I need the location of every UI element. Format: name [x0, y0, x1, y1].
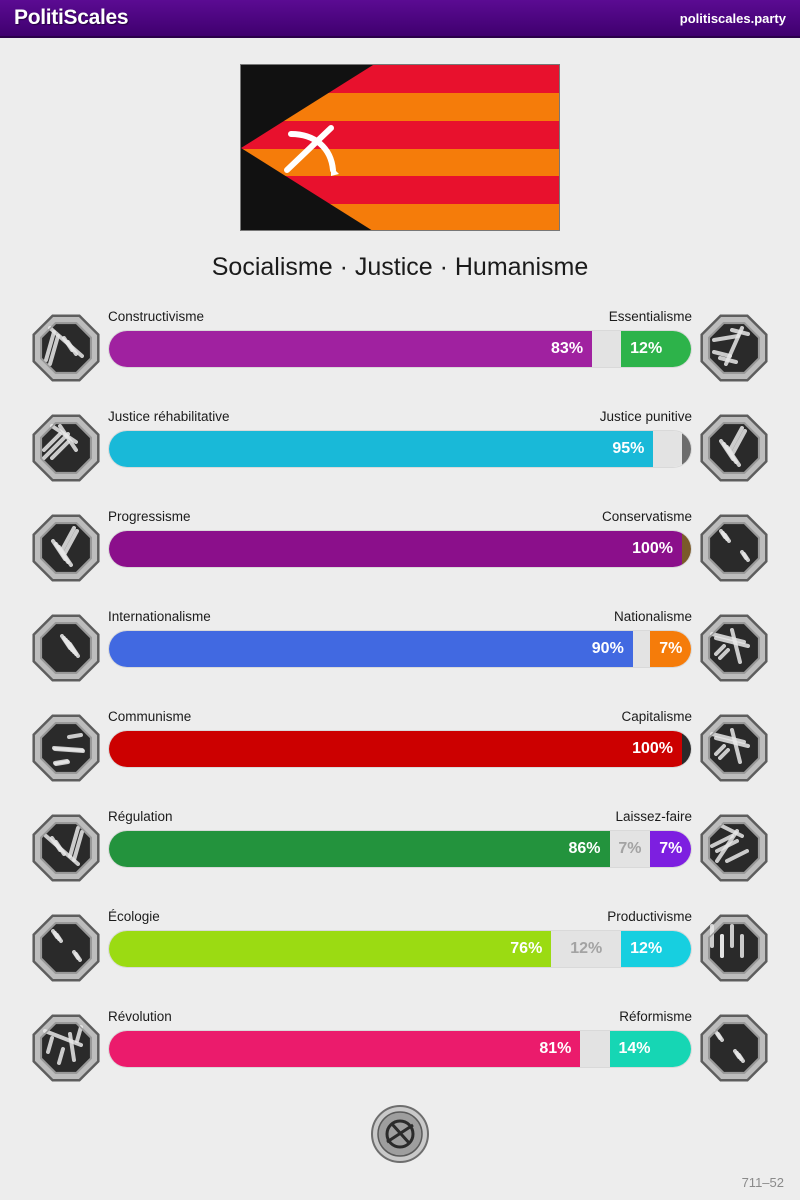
axis-right-label: Conservatisme: [601, 509, 692, 524]
axis-row: [30, 296, 770, 396]
axis-right-segment: 7%: [650, 831, 691, 867]
axis-right-label: Nationalisme: [613, 609, 692, 624]
axis-bar: [108, 930, 692, 968]
axis-left-segment: 83%: [109, 331, 592, 367]
axis-left-segment: 76%: [109, 931, 551, 967]
axis-left-label: Progressisme: [108, 509, 191, 524]
axis-left-label: Internationalisme: [108, 609, 211, 624]
capitalism-badge: [698, 712, 770, 784]
axis-labels: [108, 609, 692, 627]
constructivism-badge: [30, 312, 102, 384]
productivism-badge: [698, 912, 770, 984]
axis-left-segment: 90%: [109, 631, 633, 667]
capitalism-badge: [698, 712, 770, 784]
axis-left-label: Communisme: [108, 709, 192, 724]
axis-left-label: Régulation: [108, 809, 173, 824]
essentialism-badge: [698, 312, 770, 384]
rehabilitative-justice-badge: [30, 412, 102, 484]
axis-right-segment: [682, 531, 691, 567]
ecology-badge: [30, 912, 102, 984]
flag-image: [240, 64, 560, 231]
axis-row: [30, 796, 770, 896]
axis-row: [30, 896, 770, 996]
axis-right-segment: 12%: [621, 331, 691, 367]
axis-labels: [108, 309, 692, 327]
regulation-badge: [30, 812, 102, 884]
axis-left-label: Constructivisme: [108, 309, 205, 324]
laissez-faire-badge: [698, 812, 770, 884]
result-code: 711–52: [741, 1175, 784, 1190]
flag-container: [0, 38, 800, 231]
axis-right-segment: 7%: [650, 631, 691, 667]
axis-labels: [108, 809, 692, 827]
axis-neutral-segment: [592, 331, 621, 367]
laissez-faire-badge: [698, 812, 770, 884]
axis-neutral-segment: [633, 631, 650, 667]
axis-row: [30, 696, 770, 796]
axis-row: [30, 596, 770, 696]
axis-labels: [108, 509, 692, 527]
reformism-badge: [698, 1012, 770, 1084]
axis-left-label: Justice réhabilitative: [108, 409, 230, 424]
punitive-justice-badge: [698, 412, 770, 484]
axes-list: [0, 296, 800, 1096]
axis-right-label: Capitalisme: [621, 709, 692, 724]
axis-right-segment: [682, 431, 691, 467]
regulation-badge: [30, 812, 102, 884]
axis-labels: [108, 709, 692, 727]
axis-right-segment: 14%: [610, 1031, 691, 1067]
axis-bar: [108, 730, 692, 768]
axis-right-label: Justice punitive: [599, 409, 692, 424]
productivism-badge: [698, 912, 770, 984]
axis-left-segment: 81%: [109, 1031, 580, 1067]
nationalism-badge: [698, 612, 770, 684]
app-logo: PolitiScales: [14, 6, 129, 29]
constructivism-badge: [30, 312, 102, 384]
axis-neutral-segment: [580, 1031, 609, 1067]
axis-bar: [108, 330, 692, 368]
internationalism-badge: [30, 612, 102, 684]
axis-row: [30, 396, 770, 496]
conservatism-badge: [698, 512, 770, 584]
communism-badge: [30, 712, 102, 784]
axis-right-label: Réformisme: [619, 1009, 692, 1024]
axis-left-label: Révolution: [108, 1009, 172, 1024]
axis-right-segment: 12%: [621, 931, 691, 967]
revolution-badge: [30, 1012, 102, 1084]
axis-right-label: Laissez-faire: [615, 809, 692, 824]
app-header: [0, 0, 800, 38]
axis-left-segment: 100%: [109, 731, 682, 767]
axis-bar: [108, 430, 692, 468]
axis-right-label: Essentialisme: [608, 309, 692, 324]
axis-labels: [108, 409, 692, 427]
nationalism-badge: [698, 612, 770, 684]
axis-right-label: Productivisme: [607, 909, 692, 924]
axis-bar: [108, 1030, 692, 1068]
axis-left-label: Écologie: [108, 909, 160, 924]
hammer-and-sickle-icon: [281, 120, 345, 178]
site-url-label: politiscales.party: [679, 10, 786, 26]
axis-left-segment: 100%: [109, 531, 682, 567]
essentialism-badge: [698, 312, 770, 384]
footer-badge: [0, 1096, 800, 1164]
axis-neutral-segment: 12%: [551, 931, 621, 967]
axis-row: [30, 496, 770, 596]
axis-bar: [108, 530, 692, 568]
axis-row: [30, 996, 770, 1096]
communism-badge: [30, 712, 102, 784]
axis-right-segment: [682, 731, 691, 767]
ecology-badge: [30, 912, 102, 984]
page-title: Socialisme · Justice · Humanisme: [211, 253, 589, 281]
rehabilitative-justice-badge: [30, 412, 102, 484]
punitive-justice-badge: [698, 412, 770, 484]
revolution-badge: [30, 1012, 102, 1084]
axis-left-segment: 86%: [109, 831, 610, 867]
axis-bar: [108, 630, 692, 668]
axis-labels: [108, 909, 692, 927]
reformism-badge: [698, 1012, 770, 1084]
axis-left-segment: 95%: [109, 431, 653, 467]
progressivism-badge: [30, 512, 102, 584]
progressivism-badge: [30, 512, 102, 584]
axis-neutral-segment: 7%: [610, 831, 651, 867]
internationalism-badge: [30, 612, 102, 684]
axis-labels: [108, 1009, 692, 1027]
anarchy-medal-icon: [370, 1104, 430, 1164]
conservatism-badge: [698, 512, 770, 584]
axis-neutral-segment: [653, 431, 682, 467]
axis-bar: [108, 830, 692, 868]
